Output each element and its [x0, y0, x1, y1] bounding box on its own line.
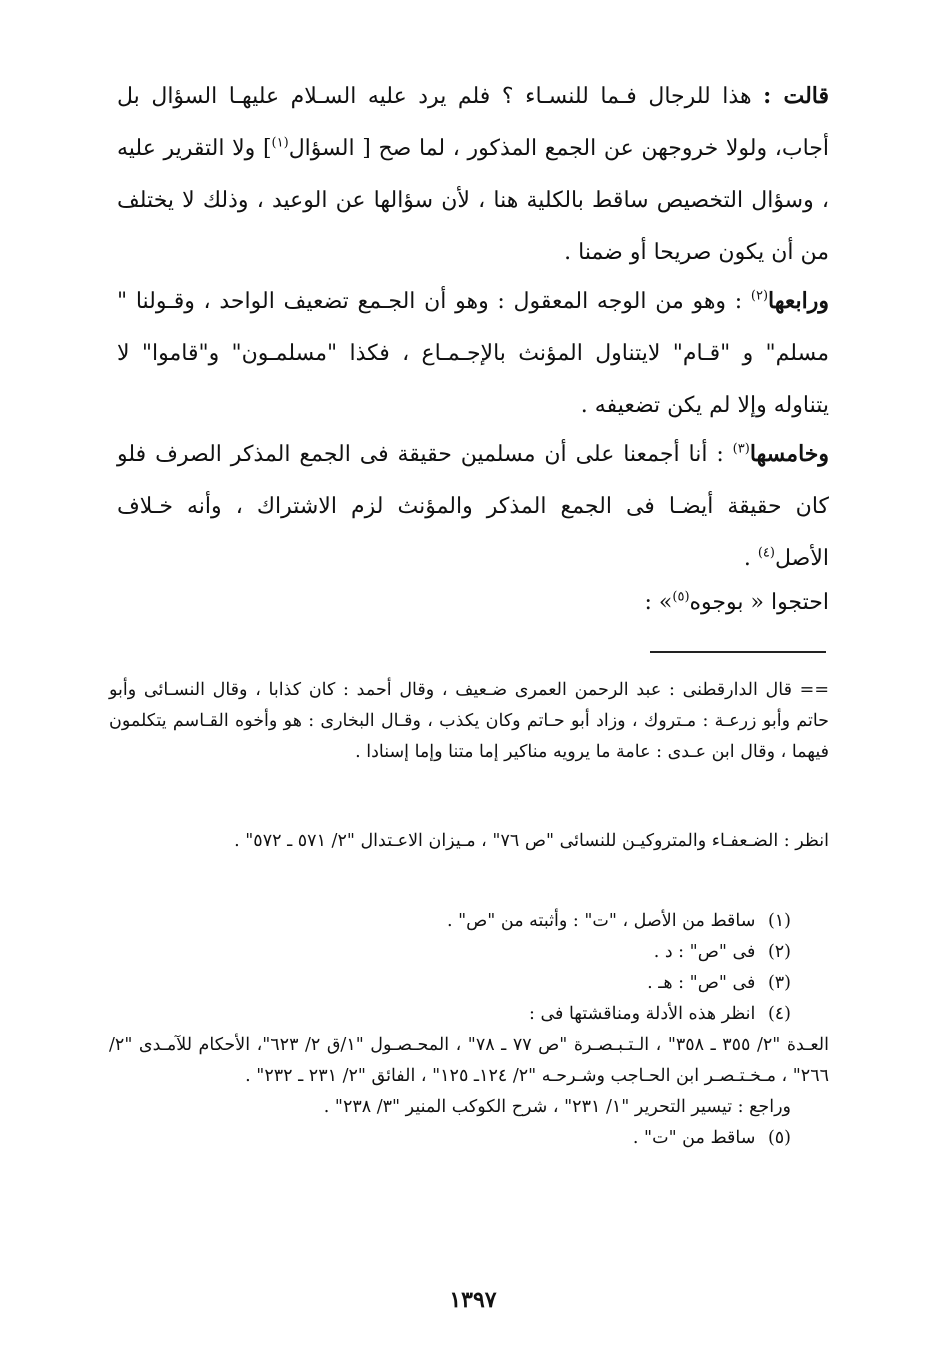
paragraph-lead: ورابعها: [768, 288, 829, 314]
footnote-item-2: [109, 937, 829, 968]
footnote-text: فى "ص" : د .: [653, 942, 756, 962]
footnote-ref-1: (١): [271, 135, 289, 151]
paragraph-fourth: [117, 275, 829, 432]
footnote-number: (٤): [767, 1004, 791, 1024]
footnote-text: فى "ص" : هـ .: [647, 973, 756, 993]
footnote-references: العـدة "٢/ ٣٥٥ ـ ٣٥٨" ، الـتـبـصـرة "ص ٧٧ ـ ٧٨" ، المحـصـول "١/ق ٢/ ٦٢٣"، الأحكام للآمـدى "٢/ ٢٦٦" ، مـخـتـصـر ابن الحـاجب وشـرحـه "٢/ ١٢٤ـ ١٢٥" ، الفائق "٢/ ٢٣١ ـ ٢٣٢" .: [109, 1035, 829, 1086]
paragraph-lead: قالت :: [763, 83, 829, 109]
paragraph-text-cont: ] ولا التقرير عليه ، وسؤال التخصيص ساقط بالكلية هنا ، لأن سؤالها عن الوعيد ، وذلك لا يختلف من أن يكون صريحا أو ضمنا .: [117, 136, 829, 265]
footnote-text: ساقط من "ت" .: [632, 1128, 756, 1148]
footnote-continuation: == قال الدارقطنى : عبد الرحمن العمرى ضـعيف ، وقال أحمد : كان كذابا ، وقال النسـائى وأبو حاتم وأبو زرعـة : مـتروك ، وزاد أبو حـاتم وكان يكذب ، وقـال البخارى : هو وأخوه القـاسم يتكلمون فيهما ، وقال ابن عـدى : عامة ما يرويه مناكير إما متنا وإما إسنادا .: [109, 680, 829, 762]
footnote-list: [109, 906, 829, 1154]
footnote-number: (٢): [767, 942, 791, 962]
footnote-item-4: [109, 999, 829, 1030]
footnote-ref-5: (٥): [672, 589, 690, 605]
paragraph-text-cont: » :: [644, 590, 673, 615]
footnote-item-3: [109, 968, 829, 999]
paragraph-text-cont: .: [743, 546, 758, 571]
footnote-see-also: وراجع : تيسير التحرير "١/ ٢٣١" ، شرح الكوكب المنير "٣/ ٢٣٨" .: [323, 1097, 791, 1117]
page-number: ١٣٩٧: [449, 1287, 497, 1313]
footnote-number: (٣): [767, 973, 791, 993]
paragraph-text: : وهو من الوجه المعقول : وهو أن الجـمع تضعيف الواحد ، وقـولنا " مسلم" و "قـام" لايتناول المؤنث بالإجـمـاع ، فكذا "مسلمـون" و"قاموا" لا يتناوله وإلا لم يكن تضعيفه .: [117, 289, 829, 418]
paragraph-text: احتجوا « بوجوه: [689, 590, 829, 615]
paragraph-fifth: [117, 428, 829, 585]
paragraph-qalat: [117, 70, 829, 279]
footnote-text: ساقط من الأصل ، "ت" : وأثبته من "ص" .: [446, 911, 756, 931]
footnote-number: (١): [767, 911, 791, 931]
footnote-number: (٥): [767, 1128, 791, 1148]
footnote-item-1: [109, 906, 829, 937]
footnote-separator: [650, 651, 826, 653]
footnote-ref-2: (٢): [750, 288, 769, 304]
footnote-text: انظر هذه الأدلة ومناقشتها فى :: [528, 1004, 756, 1024]
footnote-source: انظر : الضـعفـاء والمتروكيـن للنسائى "ص ٧٦" ، مـيزان الاعـتدال "٢/ ٥٧١ ـ ٥٧٢" .: [234, 831, 829, 851]
footnote-item-5: [109, 1123, 829, 1154]
paragraph-text: هذا للرجال فـما للنسـاء ؟ فلم يرد عليه السـلام عليهـا السؤال بل أجاب، ولولا خروجهن عن الجمع المذكور ، لما صح [ السؤال: [117, 84, 829, 161]
footnote-ref-4: (٤): [757, 545, 775, 561]
paragraph-arguments: [117, 577, 829, 629]
paragraph-lead: وخامسها: [749, 441, 829, 467]
footnote-ref-3: (٣): [732, 441, 750, 457]
paragraph-text: : أنا أجمعنا على أن مسلمين حقيقة فى الجمع المذكر الصرف فلو كان حقيقة أيضـا فى الجمع المذكر والمؤنث لزم الاشتراك ، وأنه خـلاف الأصل: [117, 442, 830, 571]
